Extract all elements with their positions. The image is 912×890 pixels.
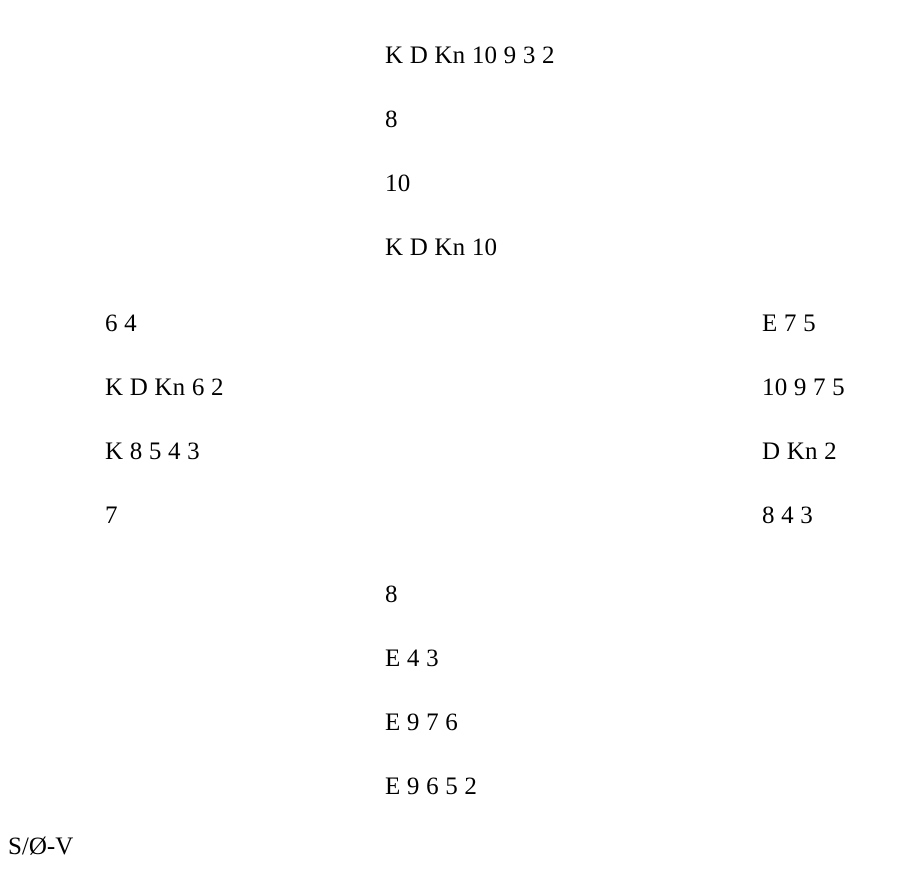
south-diamonds: E 9 7 6 — [385, 709, 458, 736]
north-hand — [385, 24, 555, 280]
west-hand — [105, 292, 224, 548]
north-spades: K D Kn 10 9 3 2 — [385, 42, 555, 69]
east-clubs: 8 4 3 — [762, 502, 813, 529]
east-spades: E 7 5 — [762, 310, 816, 337]
south-hand — [385, 563, 477, 819]
west-hearts: K D Kn 6 2 — [105, 374, 224, 401]
east-hand — [762, 292, 845, 548]
south-hearts: E 4 3 — [385, 645, 439, 672]
east-diamonds: D Kn 2 — [762, 438, 837, 465]
north-clubs: K D Kn 10 — [385, 234, 498, 261]
east-hearts: 10 9 7 5 — [762, 374, 845, 401]
south-clubs: E 9 6 5 2 — [385, 773, 478, 800]
north-diamonds: 10 — [385, 170, 411, 197]
north-hearts: 8 — [385, 106, 398, 133]
west-spades: 6 4 — [105, 310, 137, 337]
south-spades: 8 — [385, 581, 398, 608]
dealer-vulnerability-note: S/Ø-V — [8, 833, 74, 860]
west-clubs: 7 — [105, 502, 118, 529]
west-diamonds: K 8 5 4 3 — [105, 438, 200, 465]
